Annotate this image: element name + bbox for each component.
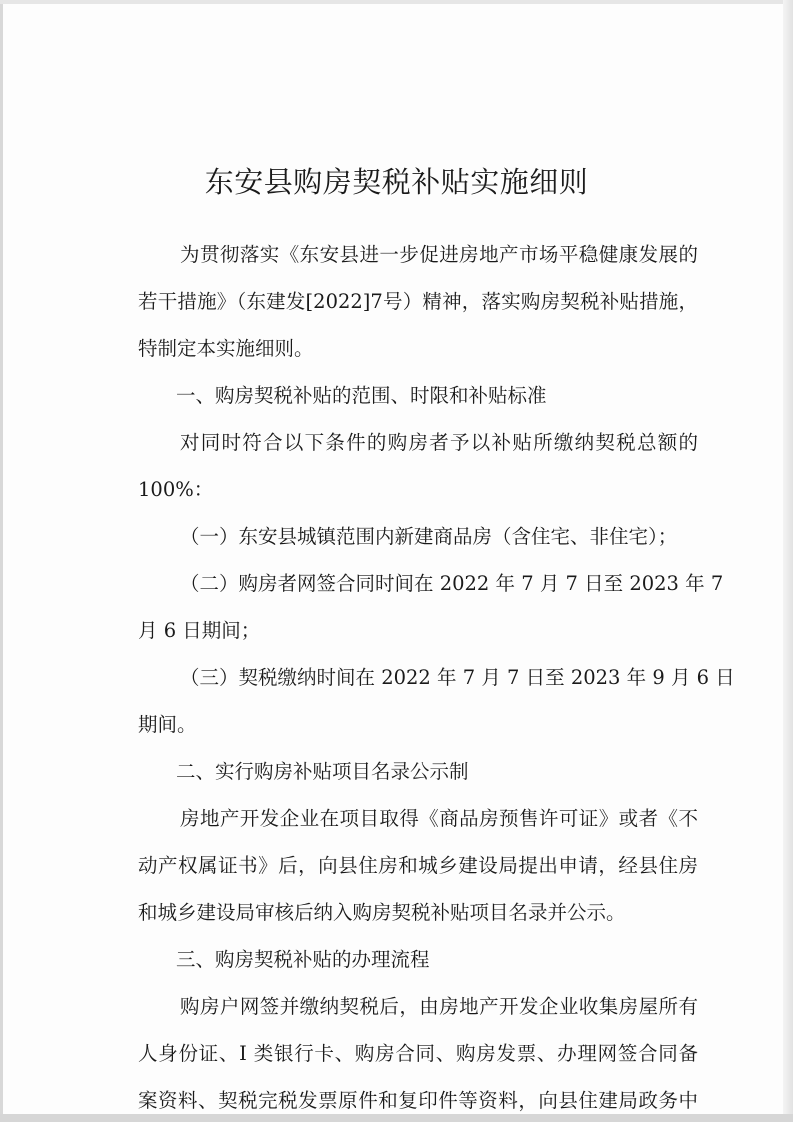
paragraph-line: 若干措施》（东建发[2022]7号）精神，落实购房契税补贴措施， [138,290,698,313]
paragraph-line: 为贯彻落实《东安县进一步促进房地产市场平稳健康发展的 [180,243,698,266]
paragraph-line: 案资料、契税完税发票原件和复印件等资料，向县住建局政务中 [138,1089,698,1112]
paragraph-line: 月 6 日期间； [138,619,261,642]
paragraph-line: 房地产开发企业在项目取得《商品房预售许可证》或者《不 [180,807,698,830]
paragraph-line: 100%： [138,478,214,501]
paragraph-line: 特制定本实施细则。 [138,337,314,360]
paragraph-line: 对同时符合以下条件的购房者予以补贴所缴纳契税总额的 [180,431,698,454]
scan-edge-top [0,0,793,4]
section-heading: 一、购房契税补贴的范围、时限和补贴标准 [176,384,547,407]
paragraph-line: （二）购房者网签合同时间在 2022 年 7 月 7 日至 2023 年 7 [180,572,724,595]
paragraph-line: 人身份证、I 类银行卡、购房合同、购房发票、办理网签合同备 [138,1042,698,1065]
paragraph-line: 购房户网签并缴纳契税后，由房地产开发企业收集房屋所有 [180,995,698,1018]
section-heading: 三、购房契税补贴的办理流程 [176,948,430,971]
paragraph-line: （三）契税缴纳时间在 2022 年 7 月 7 日至 2023 年 9 月 6 日 [180,666,735,689]
paragraph-line: 和城乡建设局审核后纳入购房契税补贴项目名录并公示。 [138,901,626,924]
scan-edge-bottom [0,1114,793,1122]
paragraph-line: （一）东安县城镇范围内新建商品房（含住宅、非住宅）； [180,525,678,548]
paragraph-line: 期间。 [138,713,197,736]
section-heading: 二、实行购房补贴项目名录公示制 [176,760,469,783]
paragraph-line: 动产权属证书》后，向县住房和城乡建设局提出申请，经县住房 [138,854,698,877]
document-title: 东安县购房契税补贴实施细则 [204,165,589,199]
